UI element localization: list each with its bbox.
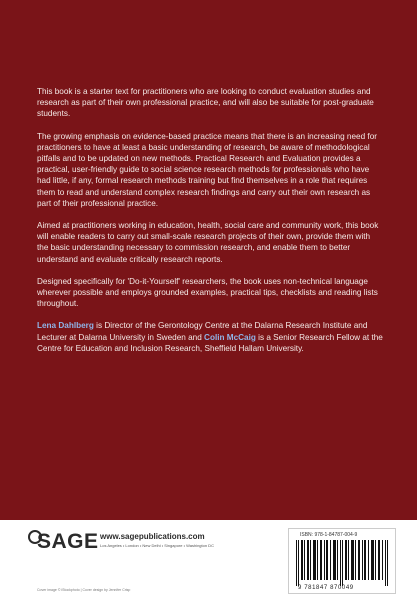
author-name-1: Lena Dahlberg [37,321,94,331]
barcode-digits: 9 781847 870049 [298,585,354,591]
publisher-cities: Los Angeles • London • New Delhi • Singapore • Washington DC [100,543,214,548]
author-name-2: Colin McCaig [204,332,256,342]
blurb [37,86,383,365]
cover-credits: Cover image © iStockphoto | Cover design by Jennifer Crisp [37,588,131,592]
blurb-paragraph-3: Aimed at practitioners working in education, health, social care and community work, this book will enable readers to carry out small-scale research projects of their own, provide them with the basic understanding necessary to commission research, and enable them to better understand and evaluate critically research reports. [37,221,379,264]
sage-logo: SAGE [37,530,99,553]
barcode-icon [296,540,388,586]
author-bio-text-1: is Director of the Gerontology Centre at the Dalarna Research Institute and Lecturer at Dalarna University in Sweden and [37,321,368,342]
publisher-url: www.sagepublications.com [100,532,205,541]
author-bio-text-2: is a Senior Research Fellow at the Centre for Education and Inclusion Research, Sheffield Hallam University. [37,332,383,353]
author-bio [37,320,383,354]
isbn-text: ISBN: 978-1-84787-004-9 [300,532,358,538]
blurb-paragraph-1: This book is a starter text for practitioners who are looking to conduct evaluation studies and research as part of their own professional practice, and will also be suitable for post-graduate students. [37,87,374,119]
blurb-paragraph-2: The growing emphasis on evidence-based practice means that there is an increasing need for practitioners to have at least a basic understanding of research, be aware of methodological pitfalls and to be updated on new methods. Practical Research and Evaluation provides a practical, user-friendly guide to social science research methods for professionals who have had little, if any, formal research methods training but find themselves in a role that requires them to read and understand complex research findings and carry out their own research as part of their professional practice. [37,131,377,208]
blurb-paragraph-4: Designed specifically for 'Do-it-Yourself' researchers, the book uses non-technical language wherever possible and employs grounded examples, practical tips, checklists and reading lists throughout. [37,276,378,309]
